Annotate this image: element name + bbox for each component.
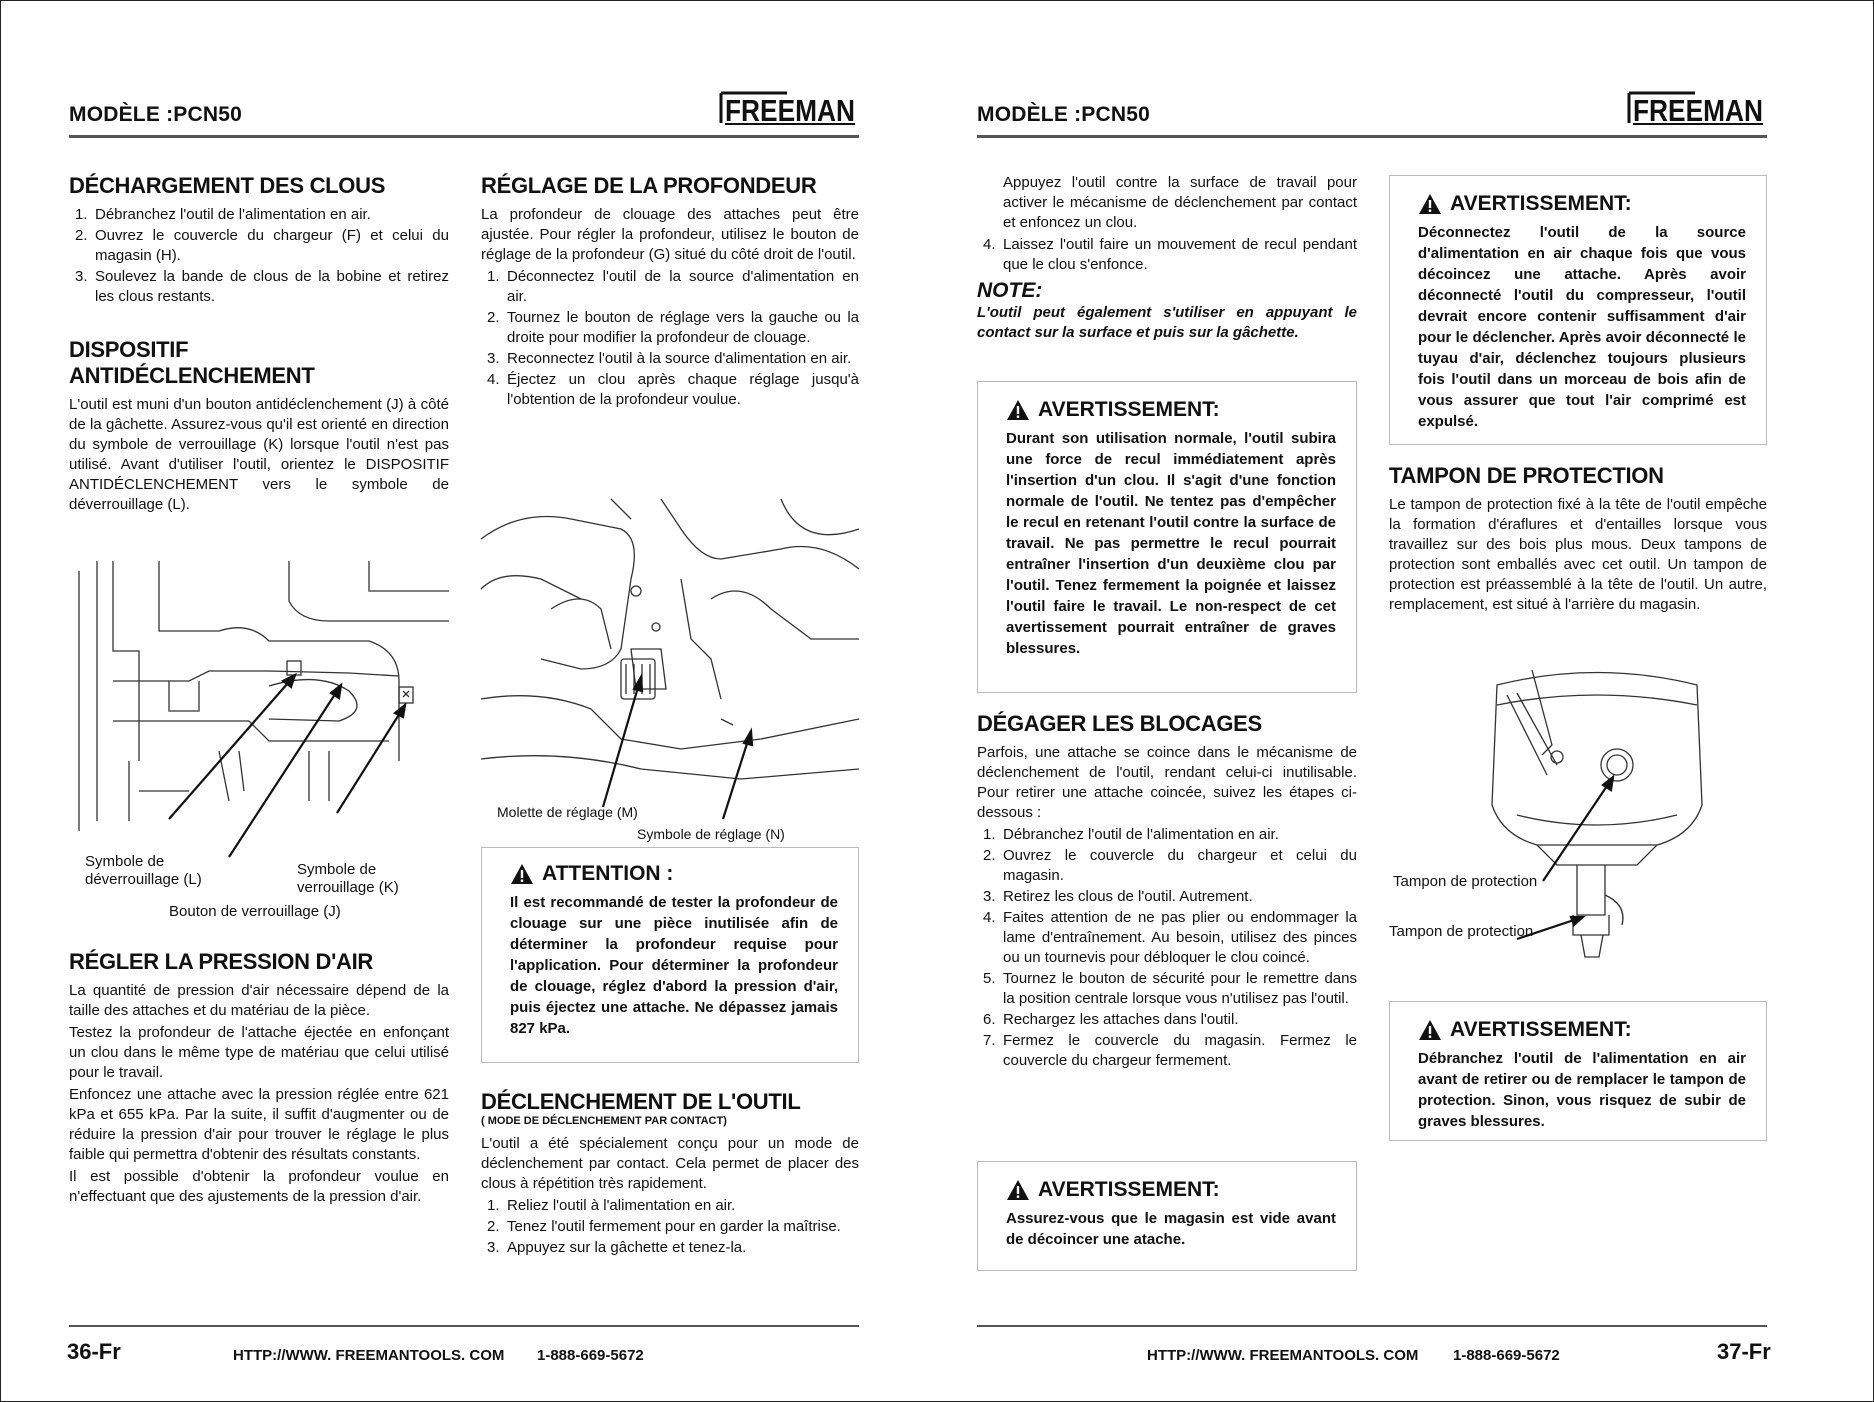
unload-steps <box>69 205 449 307</box>
warning-heading: AVERTISSEMENT: <box>1006 1178 1336 1202</box>
depth-steps <box>481 267 859 410</box>
list-item: 4. Laissez l'outil faire un mouvement de recul pendant que le clou s'enfonce. <box>983 236 1357 273</box>
warning-text: Assurez-vous que le magasin est vide avant de décoincer une atache. <box>1006 1210 1336 1248</box>
caption-lock-button: Bouton de verrouillage (J) <box>169 903 341 920</box>
warning-box-pad <box>1389 1001 1767 1141</box>
figure-protective-pad <box>1477 665 1717 965</box>
depth-title: RÉGLAGE DE LA PROFONDEUR <box>481 173 817 198</box>
list-item: 1. Débranchez l'outil de l'alimentation en air. <box>75 206 371 223</box>
page-number: 36-Fr <box>67 1339 121 1364</box>
warning-icon <box>1006 1179 1030 1201</box>
jams-title: DÉGAGER LES BLOCAGES <box>977 711 1262 736</box>
freeman-logo <box>1625 89 1767 127</box>
header-rule <box>69 135 859 138</box>
caption-adjust-symbol: Symbole de réglage (N) <box>637 826 785 842</box>
warning-icon <box>1418 193 1442 215</box>
unload-title: DÉCHARGEMENT DES CLOUS <box>69 173 386 198</box>
right-column-1 <box>977 173 1357 343</box>
trigger-subtitle: ( MODE DE DÉCLENCHEMENT PAR CONTACT) <box>481 1115 727 1127</box>
pad-section <box>1389 463 1767 617</box>
warning-icon <box>510 863 534 885</box>
list-item: 5. Tournez le bouton de sécurité pour le remettre dans la position centrale lorsque vous n'utilisez pas l'outil. <box>983 970 1357 1007</box>
jams-section <box>977 711 1357 1072</box>
svg-text:FREEMAN: FREEMAN <box>1633 93 1763 128</box>
svg-text:FREEMAN: FREEMAN <box>725 93 855 128</box>
list-item: 6. Rechargez les attaches dans l'outil. <box>983 1011 1239 1028</box>
left-column-1 <box>69 173 449 517</box>
pressure-section <box>69 949 449 1209</box>
warning-box-disconnect <box>1389 175 1767 445</box>
list-item: 1. Reliez l'outil à l'alimentation en air. <box>487 1197 736 1214</box>
footer-url[interactable]: HTTP://WWW. FREEMANTOOLS. COM <box>1147 1347 1419 1364</box>
caption-pad-spare: Tampon de protection <box>1389 923 1534 940</box>
warning-icon <box>1006 399 1030 421</box>
footer-rule <box>977 1325 1767 1327</box>
trigger-title: DÉCLENCHEMENT DE L'OUTIL ( MODE DE DÉCLENCHEMENT PAR CONTACT) <box>481 1089 859 1128</box>
warning-text: Déconnectez l'outil de la source d'alimentation en air chaque fois que vous décoincez une attache. Après avoir déconnecté l'outil du compresseur, l'outil devrait encore contenir suffisamment d'air pour le déclencher. Après avoir déconnecté le tuyau d'air, déclenchez toujours plusieurs fois l'outil dans un morceau de bois afin de vous assurer que tout l'air comprimé est expulsé. <box>1418 224 1746 430</box>
trigger-section <box>481 1089 859 1259</box>
model-header: MODÈLE :PCN50 <box>69 103 242 126</box>
jams-steps <box>977 825 1357 1071</box>
list-item: 2. Tournez le bouton de réglage vers la gauche ou la droite pour modifier la profondeur de clouage. <box>487 309 859 346</box>
trigger-steps-cont <box>977 235 1357 275</box>
freeman-logo <box>717 89 859 127</box>
warning-text: Durant son utilisation normale, l'outil subira une force de recul immédiatement après l'insertion d'un clou. Il s'agit d'une fonction normale de l'outil. Ne tentez pas d'empêcher le recul en retenant l'outil contre la surface de travail. Ne pas permettre le recul pourrait entraîner l'insertion d'un deuxième clou par l'outil. Tenez fermement la poignée et laissez l'outil faire le travail. Le non-respect de cet avertissement pourrait entraîner de graves blessures. <box>1006 430 1336 657</box>
pad-title: TAMPON DE PROTECTION <box>1389 463 1664 488</box>
left-column-2 <box>481 173 859 411</box>
caption-pad-head: Tampon de protection <box>1393 873 1538 890</box>
attention-text: Il est recommandé de tester la profondeur de clouage sur une pièce inutilisée afin de déterminer la profondeur requise pour l'application. Pour déterminer la profondeur de clouage, réglez d'abord la pression d'air, puis éjectez une attache. Ne dépassez jamais 827 kPa. <box>510 894 838 1037</box>
warning-box-magazine <box>977 1161 1357 1271</box>
caption-unlock-symbol: Symbole de déverrouillage (L) <box>85 853 202 888</box>
trigger-intro: L'outil a été spécialement conçu pour un mode de déclenchement par contact. Cela permet de placer des clous à répétition très rapidement. <box>481 1135 859 1192</box>
list-item: 2. Ouvrez le couvercle du chargeur (F) et celui du magasin (H). <box>75 227 449 264</box>
footer-url[interactable]: HTTP://WWW. FREEMANTOOLS. COM <box>233 1347 505 1364</box>
page-37 <box>937 1 1873 1401</box>
antifire-text: L'outil est muni d'un bouton antidéclenchement (J) à côté de la gâchette. Assurez-vous qu'il est orienté en direction du symbole de verrouillage (K) lorsque l'outil n'est pas utilisé. Avant d'utiliser l'outil, orientez le DISPOSITIF ANTIDÉCLENCHEMENT vers le symbole de déverrouillage (L). <box>69 396 449 513</box>
warning-heading: AVERTISSEMENT: <box>1418 192 1746 216</box>
list-item: 3. Reconnectez l'outil à la source d'alimentation en air. <box>487 350 852 367</box>
pressure-title: RÉGLER LA PRESSION D'AIR <box>69 949 374 974</box>
pressure-p2: Testez la profondeur de l'attache éjectée en enfonçant un clou dans le même type de matériau que celui utilisé pour le travail. <box>69 1024 449 1081</box>
page-36 <box>1 1 937 1401</box>
pressure-p3: Enfoncez une attache avec la pression réglée entre 621 kPa et 655 kPa. Par la suite, il suffit d'augmenter ou de réduire la pression d'air pour trouver le réglage le plus faible qui permettra d'obtenir des résultats constants. <box>69 1086 449 1163</box>
list-item: 1. Débranchez l'outil de l'alimentation en air. <box>983 826 1279 843</box>
note-text: L'outil peut également s'utiliser en appuyant le contact sur la surface et puis sur la gâchette. <box>977 304 1357 341</box>
attention-box <box>481 847 859 1063</box>
footer-phone: 1-888-669-5672 <box>1453 1347 1560 1364</box>
antifire-title: DISPOSITIF ANTIDÉCLENCHEMENT <box>69 337 315 388</box>
list-item: 3. Soulevez la bande de clous de la bobine et retirez les clous restants. <box>75 268 449 305</box>
warning-icon <box>1418 1019 1442 1041</box>
list-item: 7. Fermez le couvercle du magasin. Fermez le couvercle du chargeur fermement. <box>983 1032 1357 1069</box>
caption-adjust-wheel: Molette de réglage (M) <box>497 804 638 820</box>
list-item: 4. Éjectez un clou après chaque réglage jusqu'à l'obtention de la profondeur voulue. <box>487 371 859 408</box>
pressure-p1: La quantité de pression d'air nécessaire dépend de la taille des attaches et du matériau de la pièce. <box>69 982 449 1019</box>
list-item: 3. Appuyez sur la gâchette et tenez-la. <box>487 1239 747 1256</box>
jams-intro: Parfois, une attache se coince dans le mécanisme de déclenchement de l'outil, rendant celui-ci inutilisable. Pour retirer une attache coincée, suivez les étapes ci-dessous : <box>977 744 1357 821</box>
warning-heading: AVERTISSEMENT: <box>1418 1018 1746 1042</box>
list-item: 4. Faites attention de ne pas plier ou endommager la lame d'entraînement. Au besoin, utilisez des pinces ou un tournevis pour débloquer le clou coincé. <box>983 909 1357 966</box>
list-item: 2. Ouvrez le couvercle du chargeur et celui du magasin. <box>983 847 1357 884</box>
trigger-step3-cont: Appuyez l'outil contre la surface de travail pour activer le mécanisme de déclenchement par contact et enfoncez un clou. <box>1003 174 1357 231</box>
figure-lock-symbols <box>69 561 449 851</box>
footer-phone: 1-888-669-5672 <box>537 1347 644 1364</box>
model-header: MODÈLE :PCN50 <box>977 103 1150 126</box>
list-item: 1. Déconnectez l'outil de la source d'alimentation en air. <box>487 268 859 305</box>
pressure-p4: Il est possible d'obtenir la profondeur voulue en n'effectuant que des ajustements de la pression d'air. <box>69 1168 449 1205</box>
depth-intro: La profondeur de clouage des attaches peut être ajustée. Pour régler la profondeur, utilisez le bouton de réglage de la profondeur (G) situé du côté droit de l'outil. <box>481 206 859 263</box>
figure-depth-adjust <box>481 499 859 809</box>
trigger-steps <box>481 1196 859 1258</box>
pad-text: Le tampon de protection fixé à la tête de l'outil empêche la formation d'éraflures et d'entailles lorsque vous travaillez sur des bois plus mous. Deux tampons de protection sont emballés avec cet outil. Un tampon de protection est préassemblé à la tête de l'outil. Un autre, remplacement, est situé à l'arrière du magasin. <box>1389 496 1767 613</box>
warning-box-recoil <box>977 381 1357 693</box>
warning-text: Débranchez l'outil de l'alimentation en air avant de retirer ou de remplacer le tampon de protection. Sinon, vous risquez de subir de graves blessures. <box>1418 1050 1746 1130</box>
footer-rule <box>69 1325 859 1327</box>
attention-heading: ATTENTION : <box>510 862 838 886</box>
header-rule <box>977 135 1767 138</box>
warning-heading: AVERTISSEMENT: <box>1006 398 1336 422</box>
page-number: 37-Fr <box>1717 1339 1771 1364</box>
caption-lock-symbol: Symbole de verrouillage (K) <box>297 861 399 896</box>
list-item: 3. Retirez les clous de l'outil. Autrement. <box>983 888 1253 905</box>
list-item: 2. Tenez l'outil fermement pour en garder la maîtrise. <box>487 1218 841 1235</box>
note-title: NOTE: <box>977 279 1043 302</box>
